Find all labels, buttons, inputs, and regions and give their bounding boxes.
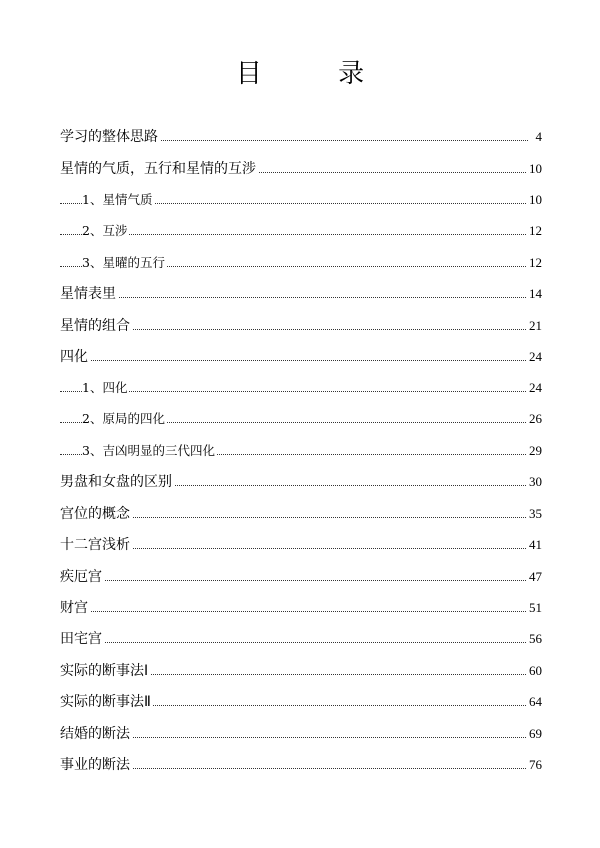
toc-entry[interactable] [0,660,600,682]
toc-entry-page-number: 4 [534,126,543,148]
dot-leader [60,297,528,298]
toc-entry-title: 结婚的断法 [60,723,132,745]
toc-entry-page-number: 24 [527,377,542,399]
toc-entry-title: 实际的断事法Ⅰ [60,660,150,682]
toc-entry[interactable] [0,691,600,713]
dot-leader [60,360,528,361]
toc-entry[interactable] [0,283,600,305]
toc-entry[interactable] [0,315,600,337]
toc-entry-page-number: 12 [527,252,542,274]
toc-entry[interactable] [0,252,600,274]
toc-entry-title: 星情表里 [60,283,118,305]
toc-entry[interactable] [0,220,600,242]
toc-entry-title: 1、星情气质 [82,189,154,211]
toc-entry-title: 星情的气质，五行和星情的互涉 [60,158,258,180]
toc-entry-page-number: 60 [527,660,542,682]
toc-entry[interactable] [0,471,600,493]
toc-entry-page-number: 26 [527,408,542,430]
toc-entry-page-number: 10 [527,189,542,211]
toc-entry[interactable] [0,158,600,180]
toc-entry-title: 财宫 [60,597,90,619]
toc-entry-title: 疾厄宫 [60,566,104,588]
toc-entry-title: 学习的整体思路 [60,126,160,148]
toc-entry-title: 2、互涉 [82,220,129,242]
toc-entry[interactable] [0,566,600,588]
toc-entry[interactable] [0,189,600,211]
toc-entry-page-number: 41 [527,534,542,556]
toc-entry-page-number: 56 [527,628,542,650]
page-title: 目 录 [235,59,399,89]
toc-entry-page-number: 76 [527,754,542,776]
dot-leader [60,611,528,612]
toc-entry-title: 2、原局的四化 [82,408,167,430]
toc-entry-title: 十二宫浅析 [60,534,132,556]
toc-entry[interactable] [0,503,600,525]
toc-entry-title: 星情的组合 [60,315,132,337]
toc-entry[interactable] [0,408,600,430]
toc-entry[interactable] [0,377,600,399]
dot-leader [60,234,528,235]
toc-entry-page-number: 51 [527,597,542,619]
toc-entry[interactable] [0,440,600,462]
toc-entry[interactable] [0,628,600,650]
toc-entry-title: 实际的断事法Ⅱ [60,691,153,713]
toc-entry-page-number: 24 [527,346,542,368]
toc-entry-page-number: 69 [527,723,542,745]
dot-leader [60,642,528,643]
toc-entry-page-number: 14 [527,283,542,305]
toc-entry-page-number: 30 [527,471,542,493]
toc-entry-page-number: 29 [527,440,542,462]
toc-entry-title: 1、四化 [82,377,129,399]
toc-entry[interactable] [0,346,600,368]
toc-entry-page-number: 21 [527,315,542,337]
toc-entry-page-number: 10 [527,158,542,180]
toc-entry[interactable] [0,534,600,556]
toc-entry-title: 3、吉凶明显的三代四化 [82,440,217,462]
toc-entry[interactable] [0,723,600,745]
toc-entry-title: 四化 [60,346,90,368]
toc-entry-page-number: 12 [527,220,542,242]
toc-entry-page-number: 35 [527,503,542,525]
toc-entry-title: 宫位的概念 [60,503,132,525]
dot-leader [60,391,528,392]
toc-entry-page-number: 64 [527,691,542,713]
toc-entry[interactable] [0,754,600,776]
toc-entry-page-number: 47 [527,566,542,588]
toc-entry-title: 事业的断法 [60,754,132,776]
toc-entry[interactable] [0,597,600,619]
toc-entry-title: 男盘和女盘的区别 [60,471,174,493]
toc-entry-title: 田宅宫 [60,628,104,650]
toc-entry-title: 3、星曜的五行 [82,252,167,274]
toc-entry[interactable] [0,126,600,148]
dot-leader [60,580,528,581]
